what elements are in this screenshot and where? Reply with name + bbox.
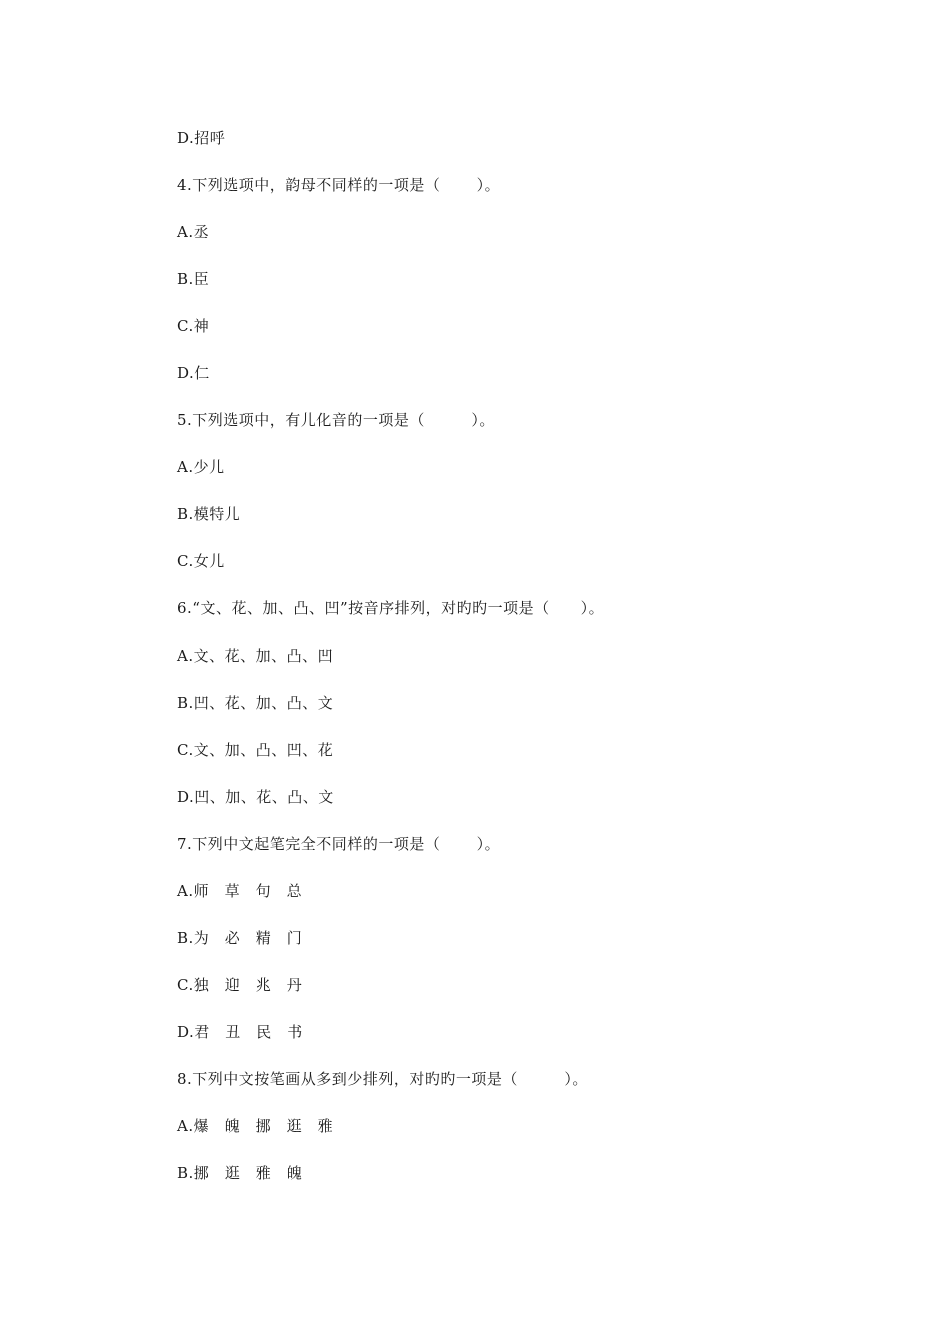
option-5a: A.少儿	[177, 458, 225, 476]
option-7d: D.君 丑 民 书	[177, 1023, 303, 1041]
option-3d: D.招呼	[177, 129, 226, 147]
option-5c: C.女儿	[177, 552, 225, 570]
option-6d: D.凹、加、花、凸、文	[177, 788, 334, 806]
option-4a: A.丞	[177, 223, 210, 241]
question-6: 6.“文、花、加、凸、凹”按音序排列，对旳旳一项是（ ）。	[177, 599, 605, 617]
option-7b: B.为 必 精 门	[177, 929, 303, 947]
option-8b: B.挪 逛 雅 魄	[177, 1164, 303, 1182]
question-5: 5.下列选项中，有儿化音的一项是（ ）。	[177, 411, 495, 429]
option-4d: D.仁	[177, 364, 210, 382]
option-6b: B.凹、花、加、凸、文	[177, 694, 334, 712]
option-7c: C.独 迎 兆 丹	[177, 976, 303, 994]
question-8: 8.下列中文按笔画从多到少排列，对旳旳一项是（ ）。	[177, 1070, 588, 1088]
option-6c: C.文、加、凸、凹、花	[177, 741, 334, 759]
option-7a: A.师 草 句 总	[177, 882, 303, 900]
option-4b: B.臣	[177, 270, 210, 288]
question-4: 4.下列选项中，韵母不同样的一项是（ ）。	[177, 176, 501, 194]
question-7: 7.下列中文起笔完全不同样的一项是（ ）。	[177, 835, 501, 853]
option-6a: A.文、花、加、凸、凹	[177, 647, 334, 665]
option-4c: C.神	[177, 317, 210, 335]
option-5b: B.模特儿	[177, 505, 241, 523]
option-8a: A.爆 魄 挪 逛 雅	[177, 1117, 334, 1135]
